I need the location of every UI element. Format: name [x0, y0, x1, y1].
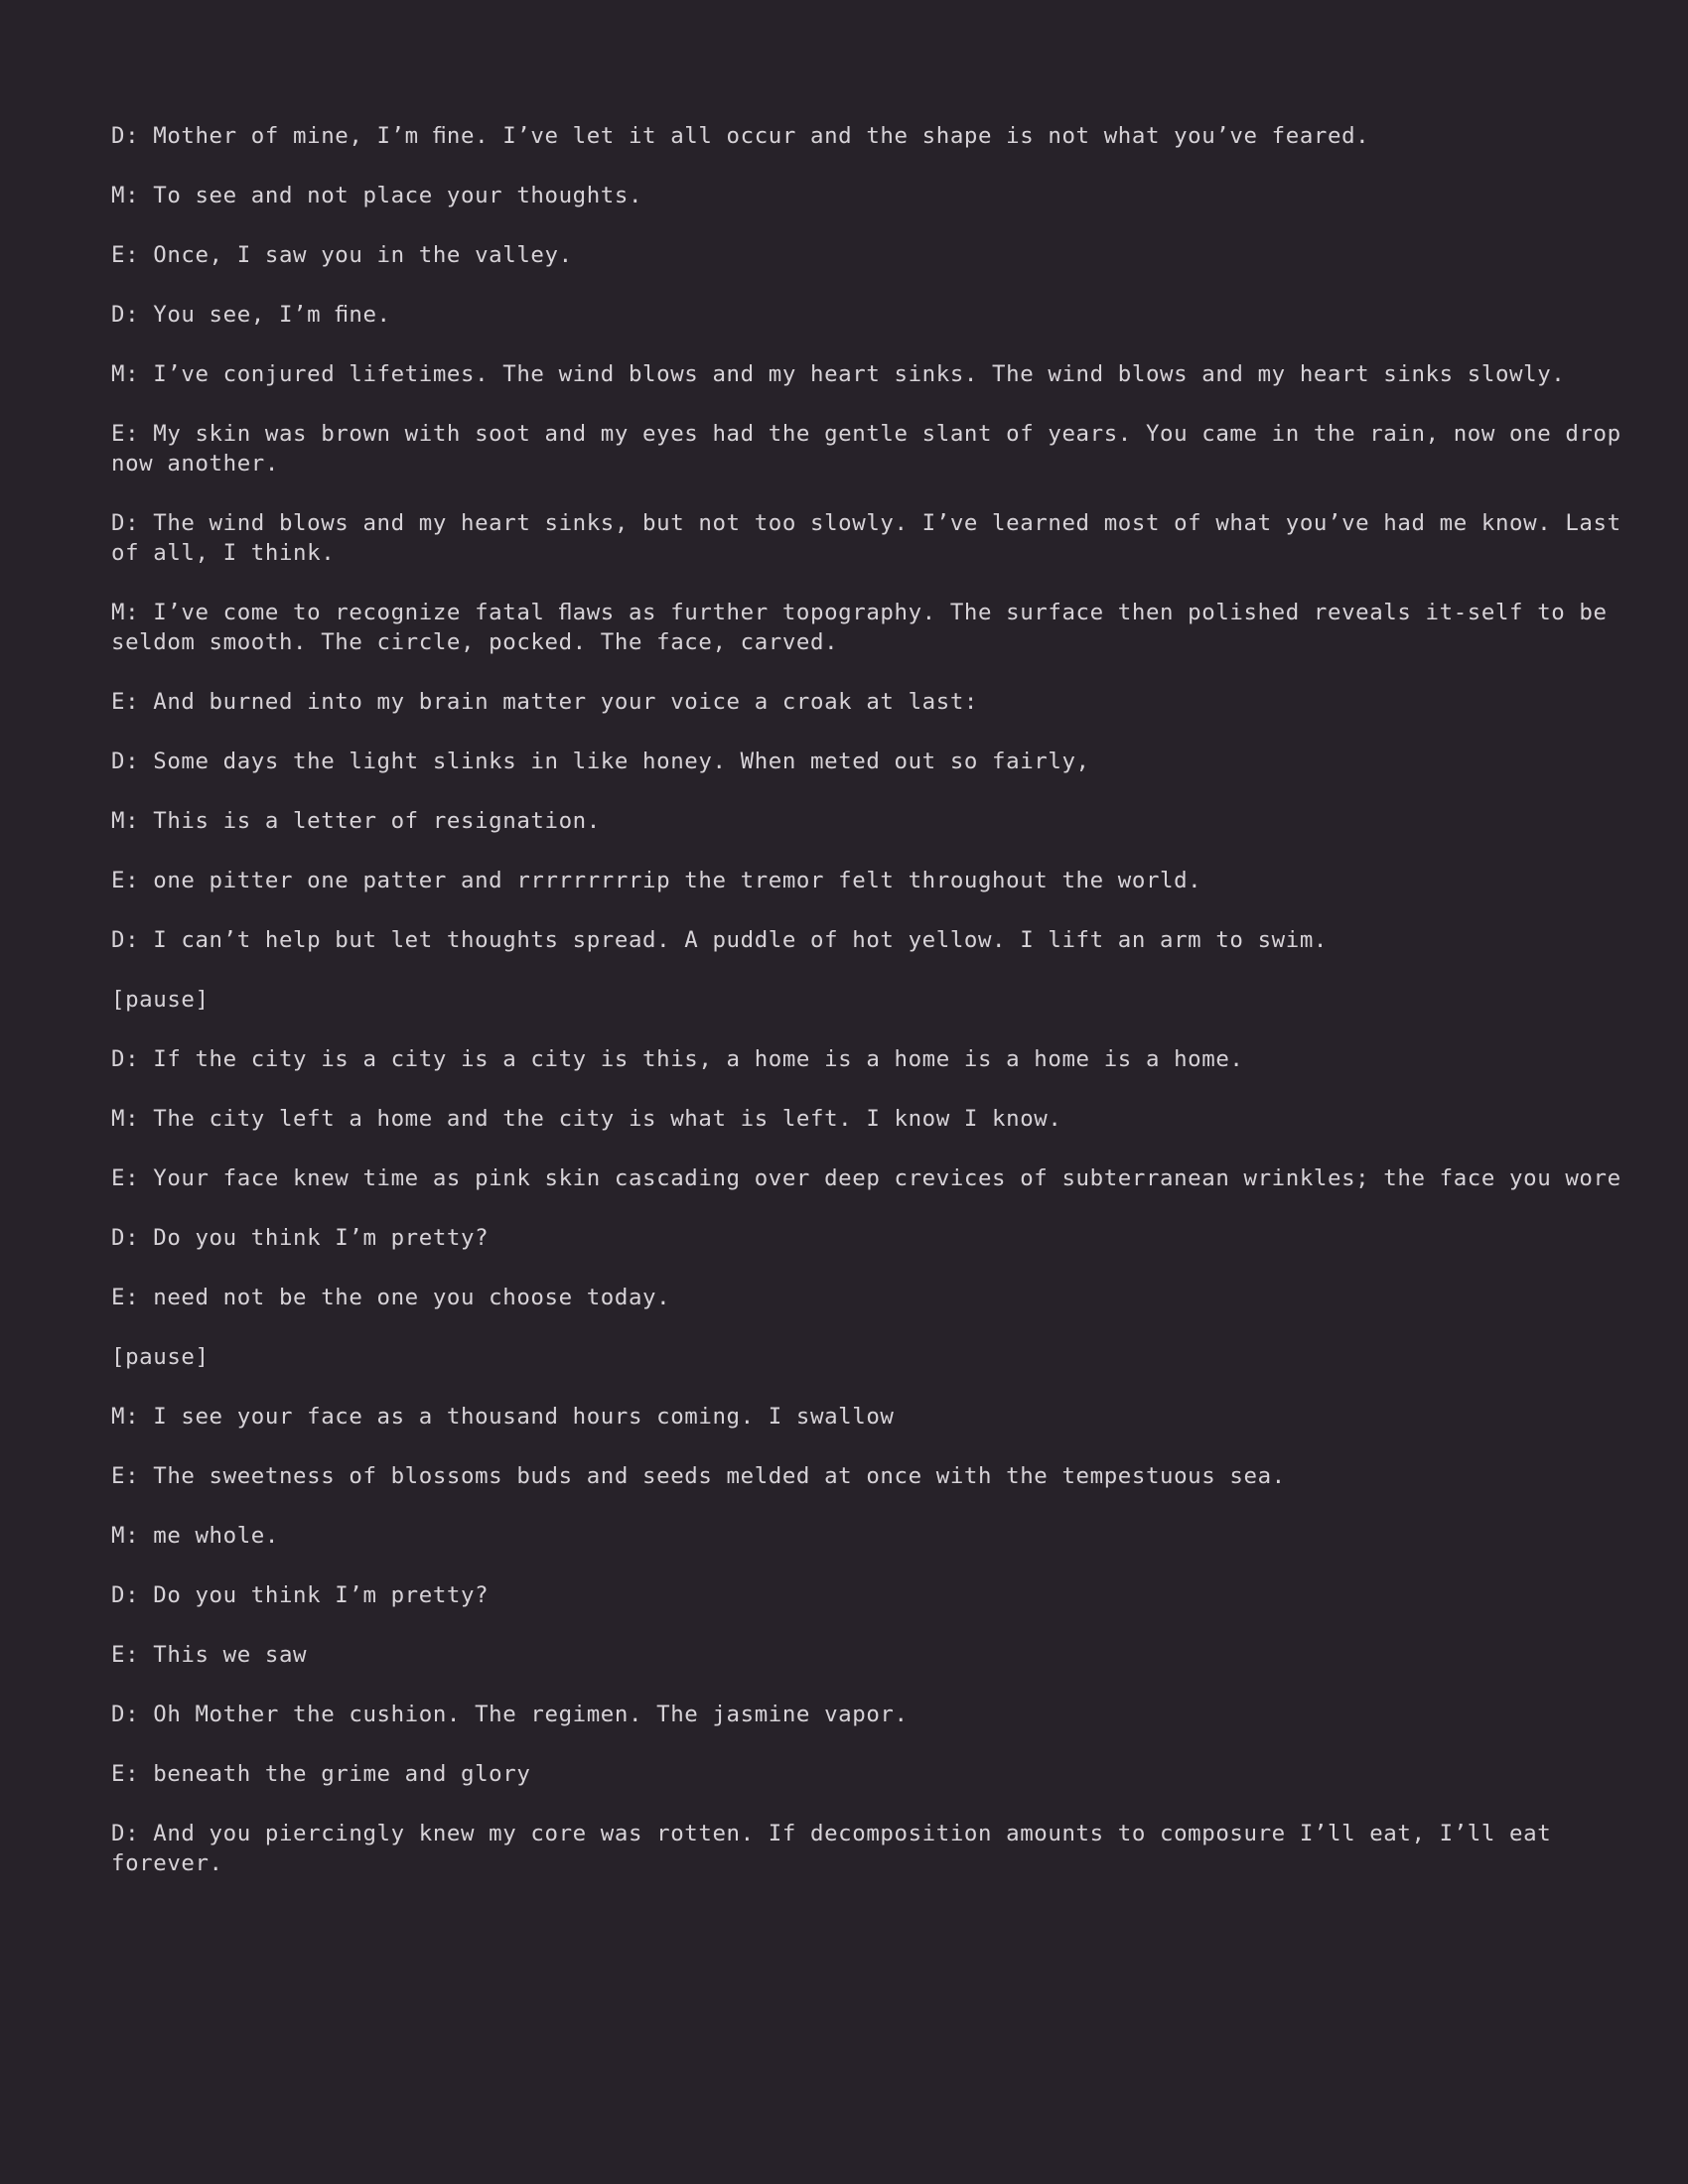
stage-direction-pause: [pause]	[111, 1344, 210, 1370]
dialogue-line: D: Oh Mother the cushion. The regimen. The jasmine vapor.	[111, 1702, 909, 1727]
dialogue-line: D: Do you think I’m pretty?	[111, 1225, 490, 1251]
dialogue-line: E: beneath the grime and glory	[111, 1761, 531, 1787]
dialogue-line: E: And burned into my brain matter your voice a croak at last:	[111, 689, 978, 715]
dialogue-line: E: The sweetness of blossoms buds and seeds melded at once with the tempestuous sea.	[111, 1463, 1286, 1489]
dialogue-line: D: You see, I’m ﬁne.	[111, 302, 391, 328]
stage-direction-pause: [pause]	[111, 987, 210, 1013]
dialogue-line: D: I can’t help but let thoughts spread. A puddle of hot yellow. I lift an arm to swim.	[111, 927, 1328, 953]
dialogue-line: D: If the city is a city is a city is this, a home is a home is a home is a home.	[111, 1046, 1244, 1072]
dialogue-line: E: Once, I saw you in the valley.	[111, 242, 573, 268]
dialogue-line: E: This we saw	[111, 1642, 308, 1668]
dialogue-line: D: Some days the light slinks in like honey. When meted out so fairly,	[111, 749, 1090, 774]
dialogue-line: M: I see your face as a thousand hours coming. I swallow	[111, 1404, 895, 1430]
dialogue-line: M: To see and not place your thoughts.	[111, 183, 643, 208]
dialogue-line: D: And you piercingly knew my core was rotten. If decomposition amounts to composure I’ll eat, I’ll eat forever.	[111, 1821, 1552, 1876]
dialogue-line: D: Mother of mine, I’m ﬁne. I’ve let it all occur and the shape is not what you’ve feared.	[111, 123, 1370, 149]
dialogue-line: D: The wind blows and my heart sinks, but not too slowly. I’ve learned most of what you’ve had me know. Last of all, I think.	[111, 510, 1621, 566]
dialogue-line: M: This is a letter of resignation.	[111, 808, 601, 834]
dialogue-line: E: My skin was brown with soot and my eyes had the gentle slant of years. You came in the rain, now one drop now another.	[111, 421, 1621, 477]
dialogue-line: E: Your face knew time as pink skin cascading over deep crevices of subterranean wrinkles; the face you wore	[111, 1165, 1621, 1191]
dialogue-line: E: one pitter one patter and rrrrrrrrrip the tremor felt throughout the world.	[111, 868, 1202, 893]
dialogue-line: M: The city left a home and the city is what is left. I know I know.	[111, 1106, 1062, 1132]
dialogue-line: M: me whole.	[111, 1523, 279, 1549]
dialogue-line: M: I’ve come to recognize fatal ﬂaws as further topography. The surface then polished reveals it-self to be seldom smooth. The circle, pocked. The face, carved.	[111, 600, 1608, 655]
dialogue-line: D: Do you think I’m pretty?	[111, 1582, 490, 1608]
dialogue-line: M: I’ve conjured lifetimes. The wind blows and my heart sinks. The wind blows and my heart sinks slowly.	[111, 361, 1566, 387]
dialogue-line: E: need not be the one you choose today.	[111, 1285, 671, 1310]
